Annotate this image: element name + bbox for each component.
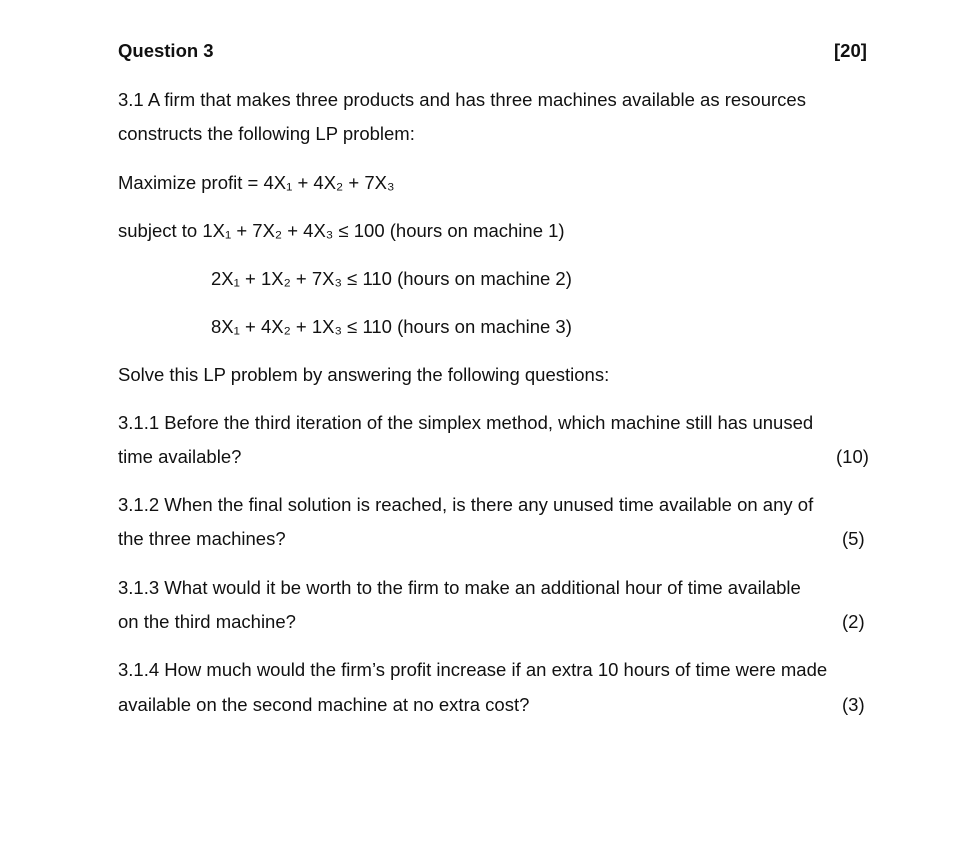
subquestion-3-1-4-line-1: 3.1.4 How much would the firm’s profit increase if an extra 10 hours of time were made xyxy=(118,659,828,680)
subquestion-3-1-3-marks: (2) xyxy=(842,611,865,632)
subquestion-3-1-3-line-1: 3.1.3 What would it be worth to the firm to make an additional hour of time available xyxy=(118,577,801,598)
subquestion-3-1-2-line-2: the three machines? xyxy=(118,528,286,549)
subquestion-3-1-4-line-2: available on the second machine at no extra cost? xyxy=(118,694,530,715)
subquestion-3-1-2-marks: (5) xyxy=(842,528,865,549)
question-title: Question 3 xyxy=(118,40,214,61)
instruction: Solve this LP problem by answering the following questions: xyxy=(118,364,610,385)
constraint-machine-3: 8X₁ + 4X₂ + 1X₃ ≤ 110 (hours on machine 3) xyxy=(211,316,572,337)
constraint-machine-1: subject to 1X₁ + 7X₂ + 4X₃ ≤ 100 (hours on machine 1) xyxy=(118,220,565,241)
constraint-machine-2: 2X₁ + 1X₂ + 7X₃ ≤ 110 (hours on machine 2) xyxy=(211,268,572,289)
subquestion-3-1-2-line-1: 3.1.2 When the final solution is reached, is there any unused time available on any of xyxy=(118,494,814,515)
subquestion-3-1-1-marks: (10) xyxy=(836,446,869,467)
subquestion-3-1-1-line-1: 3.1.1 Before the third iteration of the simplex method, which machine still has unused xyxy=(118,412,814,433)
intro-line-2: constructs the following LP problem: xyxy=(118,123,415,144)
question-marks: [20] xyxy=(834,40,867,61)
intro-line-1: 3.1 A firm that makes three products and has three machines available as resources xyxy=(118,89,806,110)
subquestion-3-1-4-marks: (3) xyxy=(842,694,865,715)
subquestion-3-1-3-line-2: on the third machine? xyxy=(118,611,296,632)
objective-function: Maximize profit = 4X₁ + 4X₂ + 7X₃ xyxy=(118,172,395,193)
subquestion-3-1-1-line-2: time available? xyxy=(118,446,242,467)
